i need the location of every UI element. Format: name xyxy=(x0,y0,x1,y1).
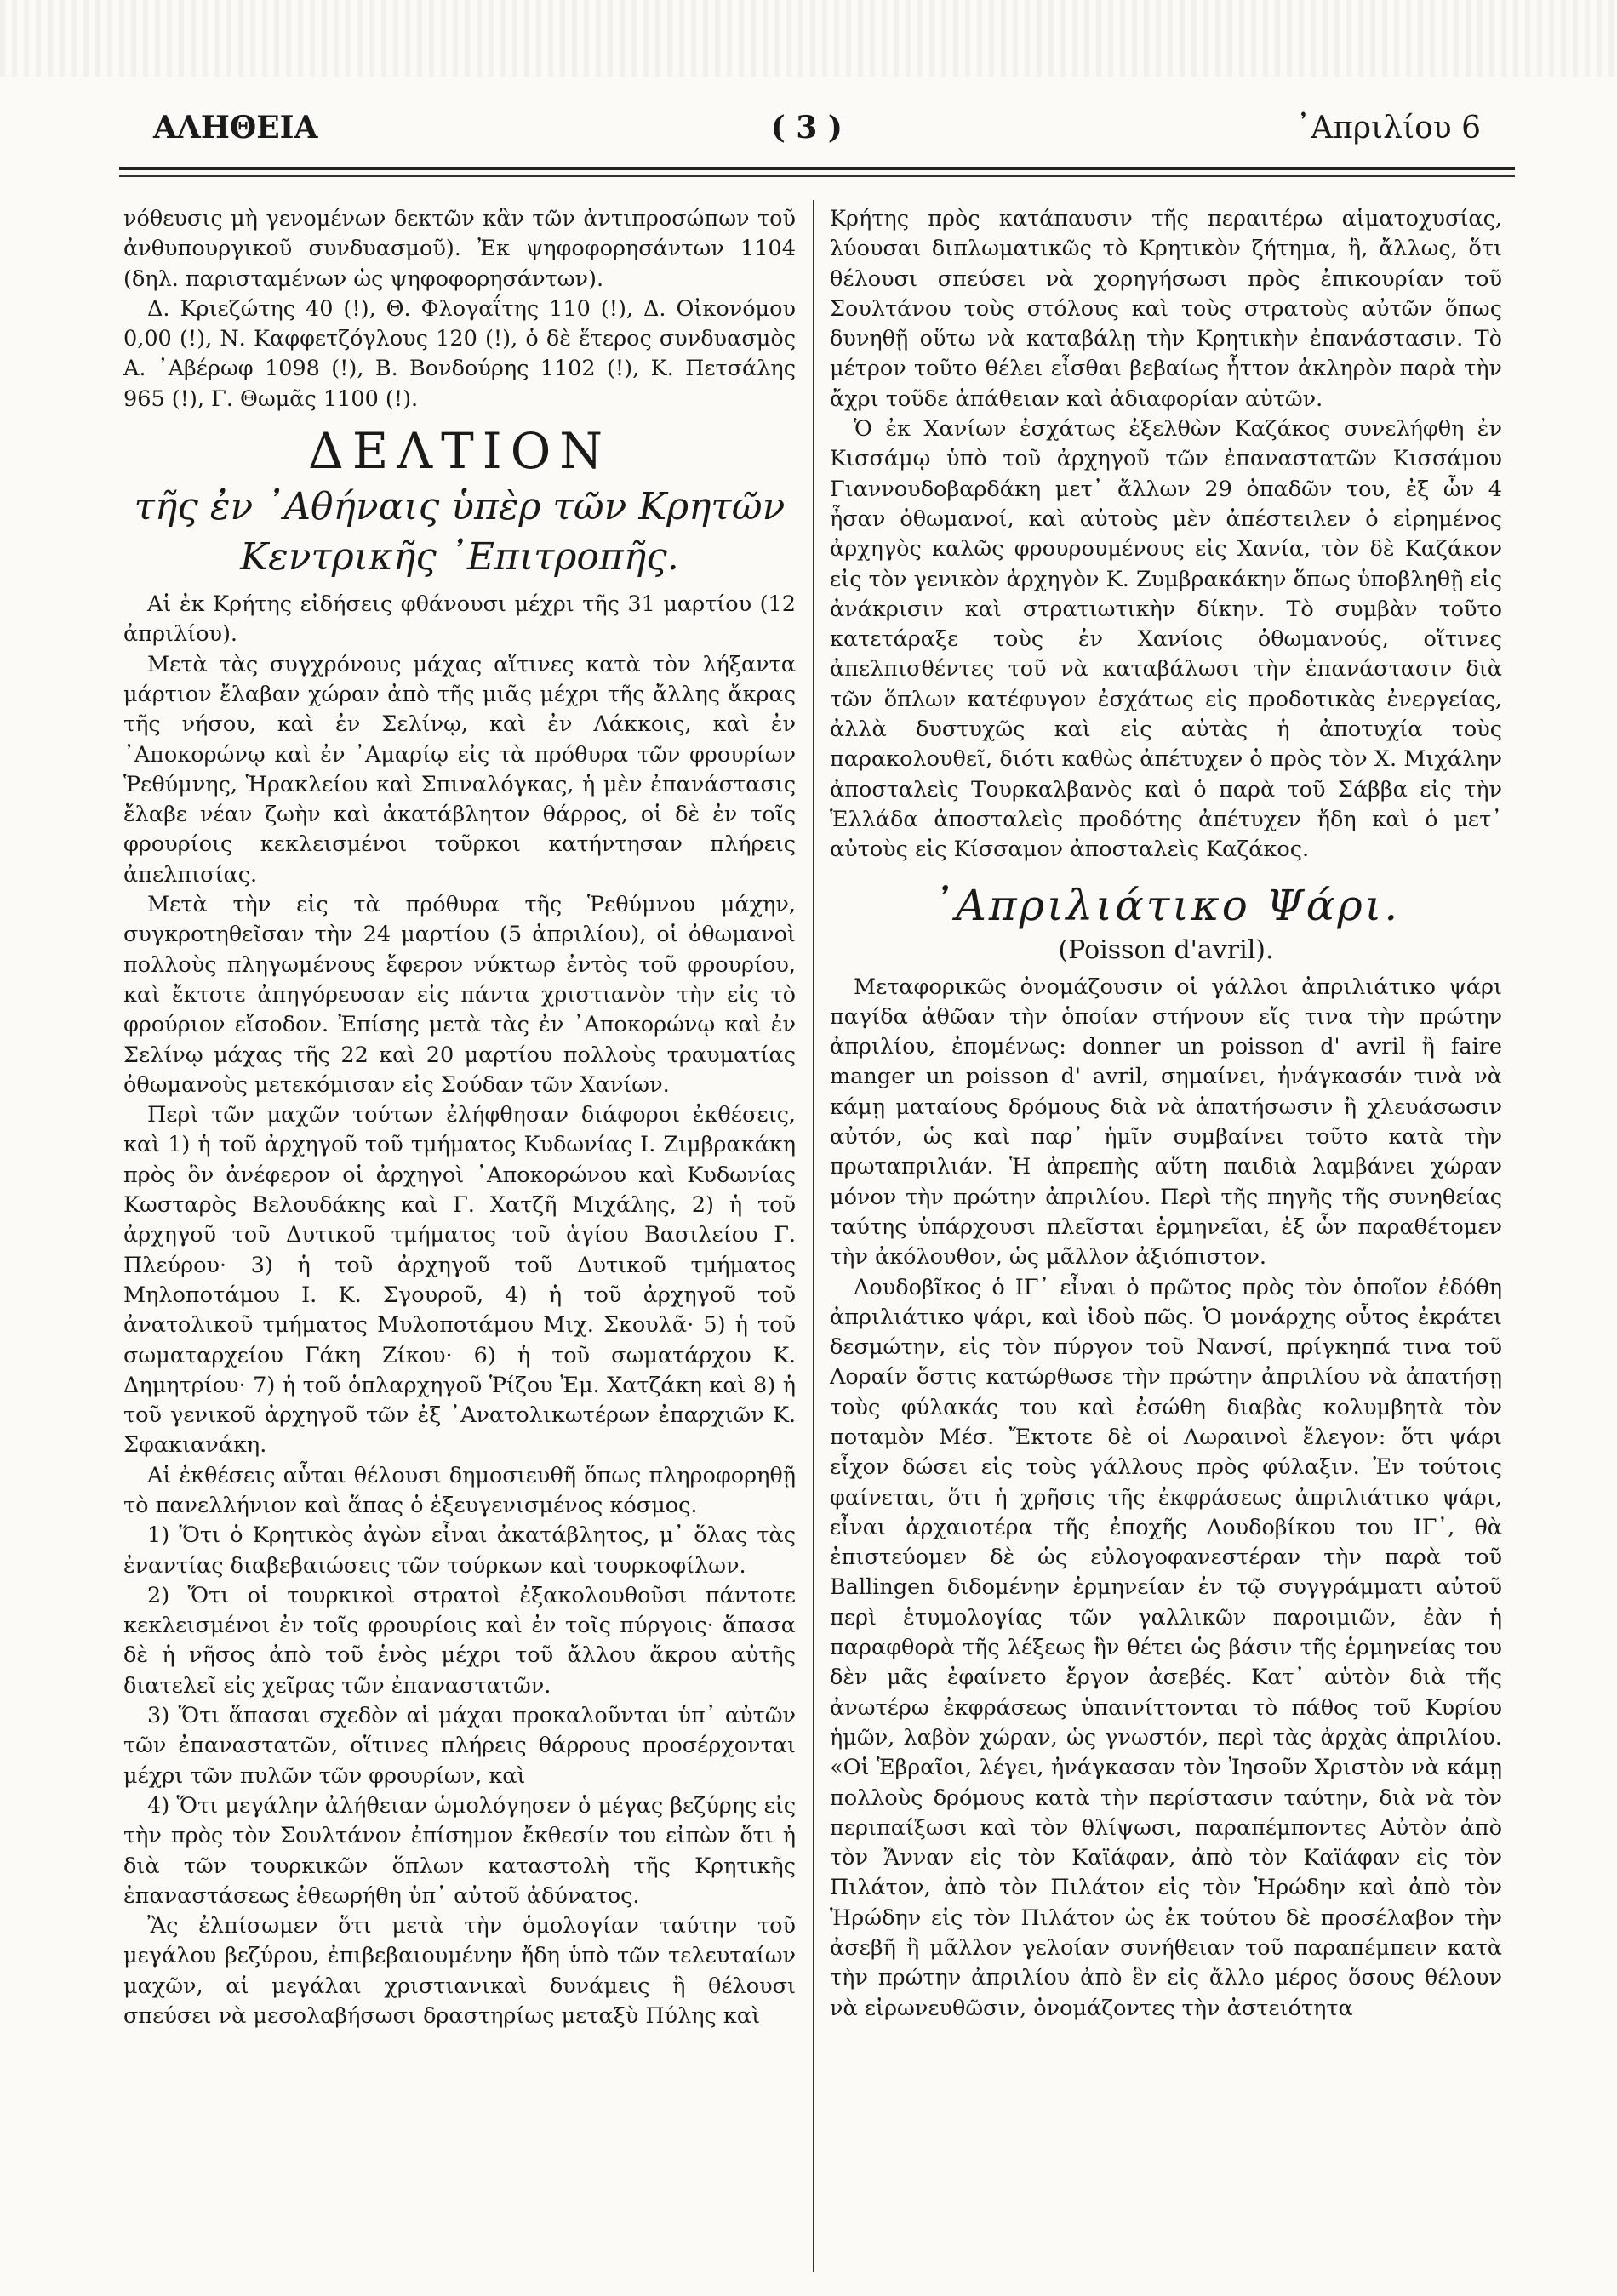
right-column xyxy=(830,204,1502,2281)
article-paragraph: Μεταφορικῶς ὀνομάζουσιν οἱ γάλλοι ἀπριλιάτικο ψάρι παγίδα ἀθῶαν τὴν ὁποίαν στήνουν εἴς τινα τὴν πρώτην ἀπριλίου, ἐπομένως: donner un poisson d' avril ἢ faire manger un poisson d' avril, σημαίνει, ἠνάγκασάν τινὰ νὰ κάμῃ ματαίους δρόμους διὰ νὰ ἀπατήσωσιν ἢ χλευάσωσιν αὐτόν, ὡς καὶ παρ᾿ ἡμῖν συμβαίνει τοῦτο κατὰ τὴν πρωταπριλιάν. Ἡ ἀπρεπὴς αὕτη παιδιὰ λαμβάνει χώραν μόνον τὴν πρώτην ἀπριλίου. Περὶ τῆς πηγῆς τῆς συνηθείας ταύτης ὑπάρχουσι πλεῖσται ἑρμηνεῖαι, ἐξ ὧν παραθέτομεν τὴν ἀκόλουθον, ὡς μᾶλλον ἀξιόπιστον. xyxy=(830,974,1502,1271)
article-paragraph: Μετὰ τὰς συγχρόνους μάχας αἵτινες κατὰ τὸν λήξαντα μάρτιον ἔλαβαν χώραν ἀπὸ τῆς μιᾶς μέχρι τῆς ἄλλης ἄκρας τῆς νήσου, καὶ ἐν Σελίνῳ, καὶ ἐν Λάκκοις, καὶ ἐν ᾿Αποκορώνῳ καὶ ἐν ᾿Αμαρίῳ εἰς τὰ πρόθυρα τῶν φρουρίων Ῥεθύμνης, Ἡρακλείου καὶ Σπιναλόγκας, ἡ μὲν ἐπανάστασις ἔλαβε νέαν ζωὴν καὶ ἀκατάβλητον θάρρος, οἱ δὲ ἐν τοῖς φρουρίοις κεκλεισμένοι τοῦρκοι κατήντησαν πλήρεις ἀπελπισίας. xyxy=(123,651,796,888)
article-paragraph: Περὶ τῶν μαχῶν τούτων ἐλήφθησαν διάφοροι ἐκθέσεις, καὶ 1) ἡ τοῦ ἀρχηγοῦ τοῦ τμήματος Κυδωνίας Ι. Ζιμβρακάκη πρὸς ὃν ἀνέφερον οἱ ἀρχηγοὶ ᾿Αποκορώνου καὶ Κυδωνίας Κωσταρὸς Βελουδάκης καὶ Γ. Χατζῆ Μιχάλης, 2) ἡ τοῦ ἀρχηγοῦ τοῦ Δυτικοῦ τμήματος τοῦ ἁγίου Βασιλείου Γ. Πλεύρου· 3) ἡ τοῦ ἀρχηγοῦ τοῦ Δυτικοῦ τμήματος Μηλοποτάμου Ι. Κ. Σγουροῦ, 4) ἡ τοῦ ἀρχηγοῦ τοῦ ἀνατολικοῦ τμήματος Μυλοποτάμου Μιχ. Σκουλᾶ· 5) ἡ τοῦ σωματαρχείου Γάκη Ζίκου· 6) ἡ τοῦ σωματάρχου Κ. Δημητρίου· 7) ἡ τοῦ ὁπλαρχηγοῦ Ῥίζου Ἐμ. Χατζάκη καὶ 8) ἡ τοῦ γενικοῦ ἀρχηγοῦ τῶν ἐξ ᾿Ανατολικωτέρων ἐπαρχιῶν Κ. Σφακιανάκη. xyxy=(123,1102,796,1459)
bulletin-subtitle-2: Κεντρικῆς ᾿Επιτροπῆς. xyxy=(240,535,679,580)
issue-date: ᾿Απριλίου 6 xyxy=(1295,110,1481,146)
page-number: ( 3 ) xyxy=(770,110,843,146)
header-rule-thin xyxy=(119,175,1515,177)
article-paragraph: 3) Ὅτι ἅπασαι σχεδὸν αἱ μάχαι προκαλοῦνται ὑπ᾿ αὐτῶν τῶν ἐπαναστατῶν, οἵτινες πλήρεις θάρρους προσέρχονται μέχρι τῶν πυλῶν τῶν φρουρίων, καὶ xyxy=(123,1703,796,1789)
scan-noise-band xyxy=(0,0,1617,77)
article-paragraph: Αἱ ἐκ Κρήτης εἰδήσεις φθάνουσι μέχρι τῆς 31 μαρτίου (12 ἀπριλίου). xyxy=(123,591,796,648)
election-results: Δ. Κριεζώτης 40 (!), Θ. Φλογαΐτης 110 (!), Δ. Οἰκονόμου 0,00 (!), Ν. Καφφετζόγλους 120 (!), ὁ δὲ ἕτερος συνδυασμὸς Α. ᾿Αβέρωφ 1098 (!), Β. Βονδούρης 1102 (!), Κ. Πετσάλης 965 (!), Γ. Θωμᾶς 1100 (!). xyxy=(123,295,796,412)
article-paragraph: Μετὰ τὴν εἰς τὰ πρόθυρα τῆς Ῥεθύμνου μάχην, συγκροτηθεῖσαν τὴν 24 μαρτίου (5 ἀπριλίου), οἱ ὀθωμανοὶ πολλοὺς πληγωμένους ἔφερον νύκτωρ ἐντὸς τοῦ φρουρίου, καὶ ἔκτοτε ἀπηγόρευσαν εἰς πάντα χριστιανὸν τὴν εἰς τὸ φρούριον εἴσοδον. Ἐπίσης μετὰ τὰς ἐν ᾿Αποκορώνῳ καὶ ἐν Σελίνῳ μάχας τῆς 22 καὶ 20 μαρτίου πολλοὺς τραυματίας ὀθωμανοὺς μετεκόμισαν εἰς Σούδαν τῶν Χανίων. xyxy=(123,892,796,1098)
article-paragraph: 2) Ὅτι οἱ τουρκικοὶ στρατοὶ ἐξακολουθοῦσι πάντοτε κεκλεισμένοι ἐν τοῖς φρουρίοις καὶ ἐν τοῖς πύργοις· ἅπασα δὲ ἡ νῆσος ἀπὸ τοῦ ἑνὸς μέχρι τοῦ ἄλλου ἄκρου αὐτῆς διατελεῖ εἰς χεῖρας τῶν ἐπαναστατῶν. xyxy=(123,1582,796,1699)
article-paragraph: 1) Ὅτι ὁ Κρητικὸς ἀγὼν εἶναι ἀκατάβλητος, μ᾿ ὅλας τὰς ἐναντίας διαβεβαιώσεις τῶν τούρκων καὶ τουρκοφίλων. xyxy=(123,1522,796,1579)
newspaper-title: ΑΛΗΘΕΙΑ xyxy=(153,110,318,146)
article-paragraph: Ἂς ἐλπίσωμεν ὅτι μετὰ τὴν ὁμολογίαν ταύτην τοῦ μεγάλου βεζύρου, ἐπιβεβαιουμένην ἤδη ὑπὸ τῶν τελευταίων μαχῶν, αἱ μεγάλαι χριστιανικαὶ δυνάμεις ἢ θέλουσι σπεύσει νὰ μεσολαβήσωσι δραστηρίως μεταξὺ Πύλης καὶ xyxy=(123,1913,796,2030)
bulletin-title: ΔΕΛΤΙΟΝ xyxy=(307,422,611,481)
article-paragraph: 4) Ὅτι μεγάλην ἀλήθειαν ὡμολόγησεν ὁ μέγας βεζύρης εἰς τὴν πρὸς τὸν Σουλτάνον ἐπίσημον ἔκθεσίν του εἰπὼν ὅτι ἡ διὰ τῶν τουρκικῶν ὅπλων καταστολὴ τῆς Κρητικῆς ἐπαναστάσεως ἐθεωρήθη ὑπ᾿ αὐτοῦ ἀδύνατος. xyxy=(123,1792,796,1909)
column-divider xyxy=(813,200,814,2272)
article-paragraph: Αἱ ἐκθέσεις αὗται θέλουσι δημοσιευθῆ ὅπως πληροφορηθῇ τὸ πανελλήνιον καὶ ἅπας ὁ ἐξευγενισμένος κόσμος. xyxy=(123,1462,796,1518)
article-paragraph: Λουδοβῖκος ὁ ΙΓ᾿ εἶναι ὁ πρῶτος πρὸς τὸν ὁποῖον ἐδόθη ἀπριλιάτικο ψάρι, καὶ ἰδοὺ πῶς. Ὁ μονάρχης οὗτος ἐκράτει δεσμώτην, εἰς τὸν πύργον τοῦ Νανσί, πρίγκηπά τινα τοῦ Λοραίν ὅστις κατώρθωσε τὴν πρώτην ἀπριλίου νὰ ἀπατήσῃ τοὺς φύλακάς του καὶ ἐσώθη διαβὰς κολυμβητὰ τὸν ποταμὸν Μέσ. Ἔκτοτε δὲ οἱ Λωραινοὶ ἔλεγον: ὅτι ψάρι εἶχον δώσει εἰς τοὺς γάλλους πρὸς φύλαξιν. Ἐν τούτοις φαίνεται, ὅτι ἡ χρῆσις τῆς ἐκφράσεως ἀπριλιάτικο ψάρι, εἶναι ἀρχαιοτέρα τῆς ἐποχῆς Λουδοβίκου του ΙΓ᾿, θὰ ἐπιστεύομεν δὲ ὡς εὐλογοφανεστέραν τὴν παρὰ τοῦ Ballingen διδομένην ἑρμηνείαν ἐν τῷ συγγράμματι αὐτοῦ περὶ ἑτυμολογίας τῶν γαλλικῶν παροιμιῶν, ἐὰν ἡ παραφθορὰ τῆς λέξεως ἣν θέτει ὡς βάσιν τῆς ἑρμηνείας του δὲν μᾶς ἐφαίνετο ἔργον ἀσεβές. Κατ᾿ αὐτὸν διὰ τῆς ἀνωτέρω ἐκφράσεως ὑπαινίττονται τὸ πάθος τοῦ Κυρίου ἡμῶν, λαβὸν χώραν, ὡς γνωστόν, περὶ τὰς ἀρχὰς ἀπριλίου. «Οἱ Ἑβραῖοι, λέγει, ἠνάγκασαν τὸν Ἰησοῦν Χριστὸν νὰ κάμῃ πολλοὺς δρόμους κατὰ τὴν περίστασιν ταύτην, διὰ νὰ τὸν περιπαίξωσι καὶ τὸν θλίψωσι, παραπέμποντες Αὐτὸν ἀπὸ τὸν Ἄνναν εἰς τὸν Καϊάφαν, ἀπὸ τὸν Καϊάφαν εἰς τὸν Πιλάτον, ἀπὸ τὸν Πιλάτον εἰς τὸν Ἡρώδην καὶ ἀπὸ τὸν Ἡρώδην εἰς τὸν Πιλάτον ὡς ἐκ τούτου δὲ προσέλαβον τὴν ἀσεβῆ ἢ μᾶλλον γελοίαν συνήθειαν τοῦ παραπέμπειν κατὰ τὴν πρώτην ἀπριλίου ἀπὸ ἓν εἰς ἄλλο μέρος ὅσους θέλουν νὰ εἰρωνευθῶσιν, ὀνομάζοντες τὴν ἀστειότητα xyxy=(830,1274,1502,2021)
article-paragraph: Κρήτης πρὸς κατάπαυσιν τῆς περαιτέρω αἱματοχυσίας, λύουσαι διπλωματικῶς τὸ Κρητικὸν ζήτημα, ἢ, ἄλλως, ὅτι θέλουσι σπεύσει νὰ χορηγήσωσι πρὸς ἐπικουρίαν τοῦ Σουλτάνου τοὺς στόλους καὶ τοὺς στρατοὺς αὐτῶν ὅπως δυνηθῇ οὕτω νὰ καταβάλῃ τὴν Κρητικὴν ἐπανάστασιν. Τὸ μέτρον τοῦτο θέλει εἶσθαι βεβαίως ἧττον ἀκληρὸν παρὰ τὴν ἄχρι τοῦδε ἀπάθειαν καὶ ἀδιαφορίαν αὐτῶν. xyxy=(830,206,1502,412)
april-fish-subtitle: (Poisson d'avril). xyxy=(1058,934,1274,965)
election-intro: νόθευσις μὴ γενομένων δεκτῶν κἂν τῶν ἀντιπροσώπων τοῦ ἀνθυπουργικοῦ συνδυασμοῦ). Ἐκ ψηφοφορησάντων 1104 (δηλ. παρισταμένων ὡς ψηφοφορησάντων). xyxy=(123,206,796,292)
article-paragraph: Ὁ ἐκ Χανίων ἐσχάτως ἐξελθὼν Καζάκος συνελήφθη ἐν Κισσάμῳ ὑπὸ τοῦ ἀρχηγοῦ τῶν ἐπαναστατῶν Κισσάμου Γιαννουδοβαρδάκη μετ᾿ ἄλλων 29 ὀπαδῶν του, ἐξ ὧν 4 ἦσαν ὀθωμανοί, καὶ αὐτοὺς μὲν ἀπέστειλεν ὁ εἰρημένος ἀρχηγὸς καλῶς φρουρουμένους εἰς Χανία, τὸν δὲ Καζάκον εἰς τὸν γενικὸν ἀρχηγὸν Κ. Ζυμβρακάκην ὅπως ὑποβληθῇ εἰς ἀνάκρισιν καὶ στρατιωτικὴν δίκην. Τὸ συμβὰν τοῦτο κατετάραξε τοὺς ἐν Χανίοις ὀθωμανούς, οἵτινες ἀπελπισθέντες τοῦ νὰ καταβάλωσι τὴν ἐπανάστασιν διὰ τῶν ὅπλων κατέφυγον ἐσχάτως εἰς προδοτικὰς ἐνεργείας, ἀλλὰ δυστυχῶς καὶ εἰς αὐτὰς ἡ ἀποτυχία τοὺς παρακολουθεῖ, διότι καθὼς ἀπέτυχεν ὁ πρὸς τὸν Χ. Μιχάλην ἀποσταλεὶς Τουρκαλβανὸς καὶ ὁ παρὰ τοῦ Σάββα εἰς τὴν Ἑλλάδα ἀποσταλεὶς προδότης ἀπέτυχεν ἤδη καὶ ὁ μετ᾿ αὐτοὺς εἰς Κίσσαμον ἀποσταλεὶς Καζάκος. xyxy=(830,416,1502,863)
april-fish-title: ᾿Απριλιάτικο Ψάρι. xyxy=(931,880,1401,930)
header-rule xyxy=(119,167,1515,170)
bulletin-subtitle-1: τῆς ἐν ᾿Αθήναις ὑπὲρ τῶν Κρητῶν xyxy=(134,485,786,529)
page-header xyxy=(153,102,1481,153)
left-column xyxy=(123,204,796,2281)
